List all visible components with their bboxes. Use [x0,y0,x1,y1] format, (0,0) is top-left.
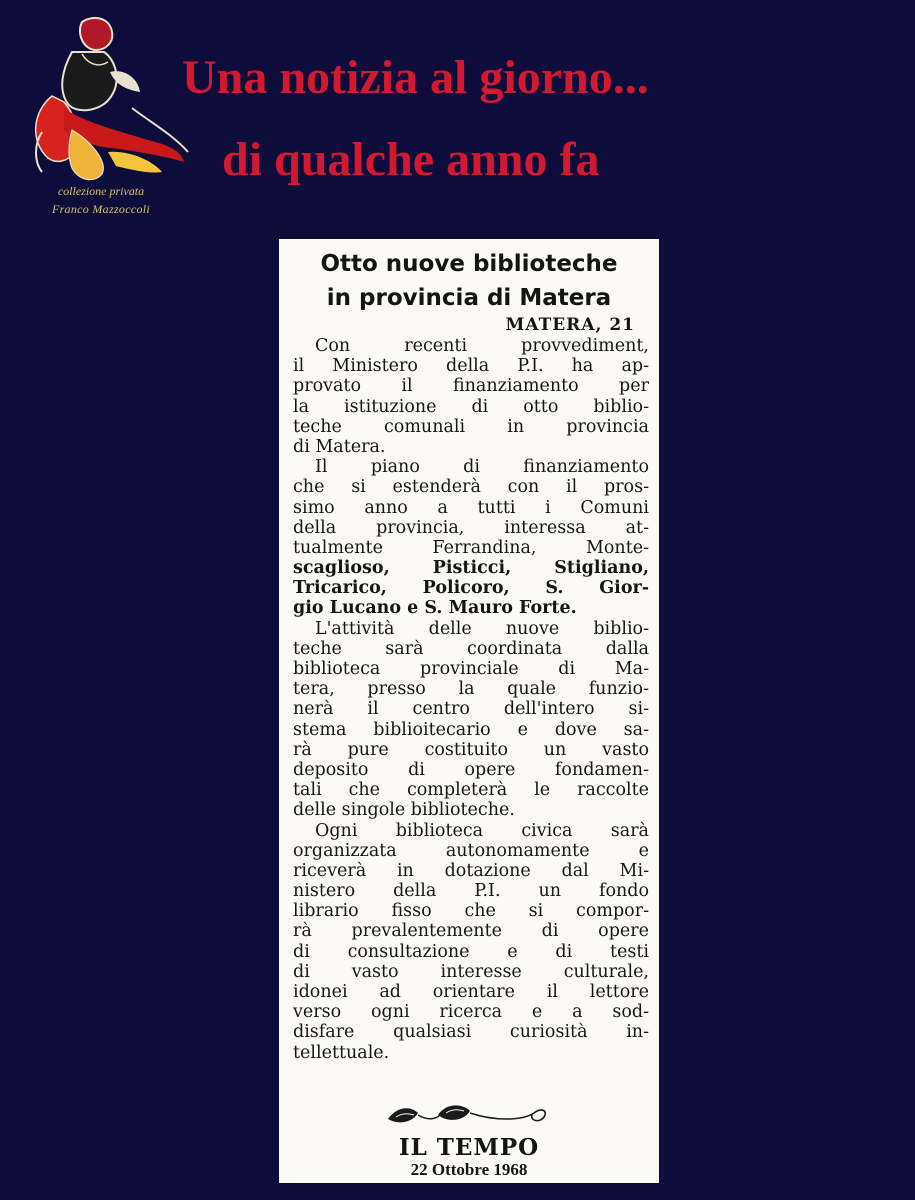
article-line: riceverà in dotazione dal Mi- [293,860,649,881]
article-line: provato il finanziamento per [293,376,649,397]
headline-line-1: Una notizia al giorno... [182,51,649,104]
article-line: verso ogni ricerca e a sod- [293,1002,649,1023]
article-line: nistero della P.I. un fondo [293,881,649,902]
article-line: biblioteca provinciale di Ma- [293,659,649,679]
article-line: nerà il centro dell'intero si- [293,699,649,720]
article-line: tualmente Ferrandina, Monte- [293,537,649,558]
article-line: disfare qualsiasi curiosità in- [293,1022,649,1043]
article-line: L'attività delle nuove biblio- [315,618,649,639]
article-line: delle singole biblioteche. [293,800,515,821]
article-line: idonei ad orientare il lettore [293,982,649,1002]
article-title-line-1: Otto nuove biblioteche [320,251,618,277]
logo-caption-collection: collezione privata [57,184,145,198]
article-line: simo anno a tutti i Comuni [293,497,649,518]
article-title-line-2: in provincia di Matera [326,285,612,311]
article-line: stema biblioitecario e dove sa- [293,719,649,740]
article-line: rà prevalentemente di opere [293,921,649,942]
article-line: che si estenderà con il pros- [293,477,649,498]
article-line: Ogni biblioteca civica sarà [315,820,649,841]
article-line: il Ministero della P.I. ha ap- [293,356,649,377]
article-line: organizzata autonomamente e [293,840,649,861]
article-line: teche sarà coordinata dalla [293,638,649,659]
article-line: di Matera. [293,436,386,457]
article-line: deposito di opere fondamen- [293,759,649,780]
article-line: di vasto interesse culturale, [293,961,649,982]
collection-logo [12,12,190,224]
article-line: teche comunali in provincia [293,416,649,437]
article-line: tellettuale. [293,1042,390,1063]
dancer-logo-icon [12,12,190,187]
article-line: Il piano di finanziamento [315,457,649,478]
article-line: librario fisso che si compor- [293,901,649,922]
leaf-ornament-icon [384,1097,554,1131]
article-body [293,336,649,1063]
article-dateline: MATERA, 21 [505,315,635,335]
newspaper-clipping [279,239,659,1183]
article-line: scaglioso, Pisticci, Stigliano, [293,558,649,579]
article-line: Con recenti provvediment, [315,336,649,356]
article-line: tali che completerà le raccolte [293,780,649,801]
article-line: gio Lucano e S. Mauro Forte. [293,598,577,619]
article-line: Tricarico, Policoro, S. Gior- [293,578,649,599]
logo-caption-owner: Franco Mazzoccoli [51,202,151,216]
article-line: tera, presso la quale funzio- [293,679,649,700]
article-line: rà pure costituito un vasto [293,739,649,760]
newspaper-source: IL TEMPO [398,1134,540,1161]
article-line: la istituzione di otto biblio- [293,396,649,417]
publication-date: 22 Ottobre 1968 [410,1160,528,1179]
article-line: di consultazione e di testi [293,941,649,962]
headline-line-2: di qualche anno fa [222,133,600,186]
article-line: della provincia, interessa at- [293,517,649,538]
